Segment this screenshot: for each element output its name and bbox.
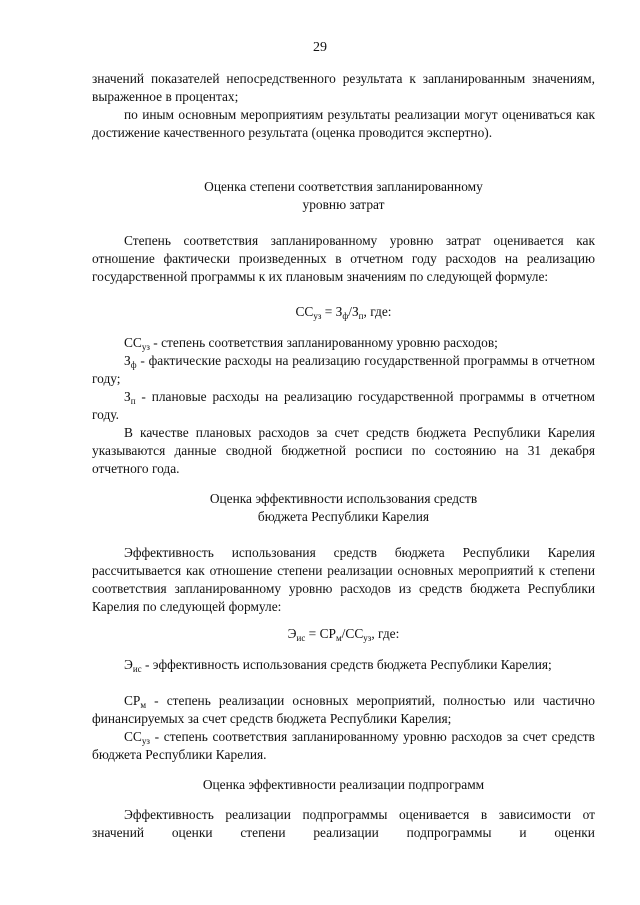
definition-z-p: $З_п$ - плановые расходы на реализацию государственной программы в отчетном году. (92, 389, 595, 422)
definition-e-is: $Э_{ис}$ - эффективность использования средств бюджета Республики Карелия; (124, 657, 552, 674)
word: и (519, 825, 527, 840)
subprograms-paragraph-line-1: Эффективность реализации подпрограммы оценивается в зависимости от (124, 807, 595, 822)
formula-cost-compliance: $СС_{уз} = З_ф/З_п$, где: (295, 304, 392, 321)
word: реализации (313, 825, 379, 840)
word: значений (92, 825, 145, 840)
subprograms-paragraph-line-2 (92, 824, 595, 842)
planned-costs-note: В качестве плановых расходов за счет средств бюджета Республики Карелия указываются данные сводной бюджетной росписи по состоянию на 31 декабря отчетного года. (92, 425, 595, 476)
section-heading-efficiency (92, 490, 595, 526)
heading-line: Оценка степени соответствия запланированному (204, 179, 483, 194)
heading-line: уровню затрат (302, 197, 385, 212)
definition-z-f: $З_ф$ - фактические расходы на реализацию государственной программы в отчетном году; (92, 353, 595, 386)
section-heading-costs (92, 178, 595, 214)
definition-sr-m: $СР_м$ - степень реализации основных мероприятий, полностью или частично финансируемых за счет средств бюджета Республики Карелия; (92, 693, 595, 726)
formula-budget-efficiency: $Э_{ис} = СР_м/СС_{уз}$, где: (287, 626, 400, 643)
word: подпрограммы (406, 825, 492, 840)
costs-paragraph: Степень соответствия запланированному уровню затрат оценивается как отношение фактически произведенных в отчетном году расходов на реализацию государственной программы к их плановым значениям по следующей формуле: (92, 233, 595, 284)
section-heading-subprograms: Оценка эффективности реализации подпрограмм (202, 777, 485, 792)
intro-paragraph-2: по иным основным мероприятиям результаты реализации могут оцениваться как достижение качественного результата (оценка проводится экспертно). (92, 107, 595, 140)
definition-ss-uz: $СС_{уз}$ - степень соответствия запланированному уровню расходов; (124, 335, 498, 352)
word: оценки (554, 825, 595, 840)
word: степени (240, 825, 286, 840)
word: оценки (171, 825, 213, 840)
page-number: 29 (313, 40, 327, 55)
heading-line: Оценка эффективности использования средств (209, 491, 478, 506)
heading-line: бюджета Республики Карелия (257, 509, 430, 524)
definition-ss-uz-budget: $СС_{уз}$ - степень соответствия запланированному уровню расходов за счет средств бюджета Республики Карелия. (92, 729, 595, 762)
intro-paragraph-1: значений показателей непосредственного результата к запланированным значениям, выраженное в процентах; (92, 71, 595, 104)
efficiency-paragraph: Эффективность использования средств бюджета Республики Карелия рассчитывается как отношение степени реализации основных мероприятий к степени соответствия запланированному уровню расходов из средств бюджета Республики Карелия по следующей формуле: (92, 545, 595, 614)
